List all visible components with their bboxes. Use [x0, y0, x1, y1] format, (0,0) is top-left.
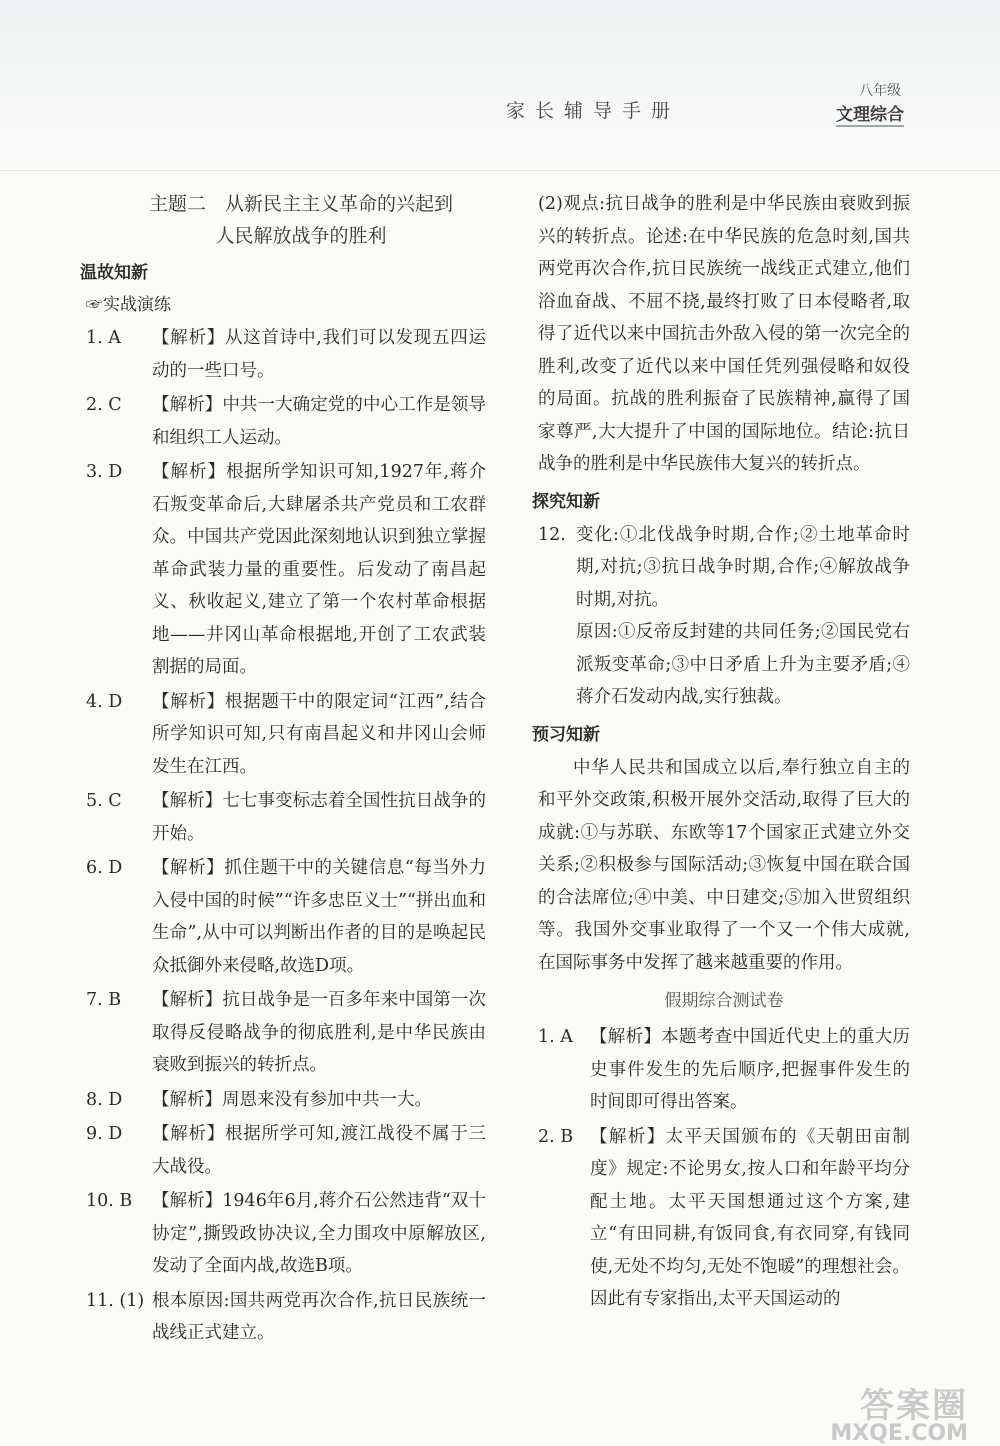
answer-text: 【解析】太平天国颁布的《天朝田亩制度》规定:不论男女,按人口和年龄平均分配土地。太平天国想通过这个方案,建立“有田同耕,有饭同食,有衣同穿,有钱同使,无处不均匀,无处不饱暖”的理想社会。因此有专家指出,太平天国运动的 [590, 1126, 910, 1309]
test-answer-item-1 [538, 1021, 910, 1119]
topic-title-line1: 主题二 从新民主主义革命的兴起到 [148, 193, 453, 215]
answer-item-6 [86, 852, 486, 982]
section-heading-review: 温故知新 [80, 263, 148, 283]
answer-number: 1. A [538, 1027, 573, 1047]
watermark-url: MXQE.COM [830, 1421, 968, 1446]
test-answer-item-2 [538, 1121, 910, 1316]
answer-item-5 [86, 785, 486, 850]
answer-12-reason: 原因:①反帝反封建的共同任务;②国民党右派叛变革命;③中日矛盾上升为主要矛盾;④蒋介石发动内战,实行独裁。 [576, 622, 910, 707]
answer-item-1 [86, 322, 486, 387]
answer-number: 3. D [86, 462, 123, 482]
right-column [532, 188, 910, 1318]
answer-number: 7. B [86, 990, 122, 1010]
topic-title-line2: 人民解放战争的胜利 [215, 225, 387, 247]
answer-item-12 [538, 519, 910, 714]
answer-item-9 [86, 1118, 486, 1183]
preview-paragraph: 中华人民共和国成立以后,奉行独立自主的和平外交政策,积极开展外交活动,取得了巨大的成就:①与苏联、东欧等17个国家正式建立外交关系;②积极参与国际活动;③恢复中国在联合国的合法席位;④中美、中日建交;⑤加入世贸组织等。我国外交事业取得了一个又一个伟大成就,在国际事务中发挥了越来越重要的作用。 [538, 757, 910, 973]
answer-item-4 [86, 686, 486, 784]
answer-12-body [576, 519, 910, 714]
watermark-text: 答案圈 [860, 1386, 968, 1426]
answer-11-part2: (2)观点:抗日战争的胜利是中华民族由衰败到振兴的转折点。论述:在中华民族的危急时刻,国共两党再次合作,抗日民族统一战线正式建立,他们浴血奋战、不屈不挠,最终打败了日本侵略者,取得了近代以来中国抗击外敌入侵的第一次完全的胜利,改变了近代以来中国任凭列强侵略和奴役的局面。抗战的胜利振奋了民族精神,赢得了国家尊严,大大提升了中国的国际地位。结论:抗日战争的胜利是中华民族伟大复兴的转折点。 [538, 194, 910, 474]
answer-item-10 [86, 1185, 486, 1283]
answer-text: 【解析】本题考查中国近代史上的重大历史事件发生的先后顺序,把握事件发生的时间即可得出答案。 [590, 1027, 910, 1112]
answer-text: 根本原因:国共两党再次合作,抗日民族统一战线正式建立。 [152, 1290, 486, 1343]
answer-text: 【解析】周恩来没有参加中共一大。 [152, 1089, 432, 1110]
answer-number: 10. B [86, 1191, 133, 1211]
answer-12-change: 变化:①北伐战争时期,合作;②土地革命时期,对抗;③抗日战争时期,合作;④解放战争时期,对抗。 [576, 524, 910, 610]
answer-item-7 [86, 984, 486, 1082]
answer-number: 4. D [86, 691, 123, 712]
section-heading-preview: 预习知新 [532, 724, 600, 745]
badge-subject: 文理综合 [836, 100, 904, 127]
answer-item-11 [86, 1285, 486, 1350]
answer-text: 【解析】抓住题干中的关键信息“每当外力入侵中国的时候”“许多忠臣义士”“拼出血和生命”,从中可以判断出作者的目的是唤起民众抵御外来侵略,故选D项。 [152, 858, 486, 976]
answer-number: 6. D [86, 858, 123, 878]
answer-item-2 [86, 389, 486, 454]
answer-number: 9. D [86, 1124, 123, 1144]
badge-grade: 八年级 [859, 83, 901, 99]
left-column [80, 188, 486, 1352]
answer-number: 1. A [86, 328, 121, 348]
subsection-practice: ☞实战演练 [86, 295, 171, 315]
answer-number: 2. C [86, 395, 122, 415]
answer-number: 2. B [538, 1126, 574, 1147]
answer-number: 5. C [86, 791, 122, 811]
running-header-title: 家长辅导手册 [506, 100, 681, 122]
answer-item-8 [86, 1084, 486, 1117]
answer-text: 【解析】根据题干中的限定词“江西”,结合所学知识可知,只有南昌起义和井冈山会师发生在江西。 [152, 691, 486, 777]
grade-subject-badge [820, 80, 920, 134]
answer-text: 【解析】根据所学知识可知,1927年,蒋介石叛变革命后,大肆屠杀共产党员和工农群众。中国共产党因此深刻地认识到独立掌握革命武装力量的重要性。后发动了南昌起义、秋收起义,建立了第一个农村革命根据地——井冈山革命根据地,开创了工农武装割据的局面。 [152, 462, 486, 677]
section-heading-explore: 探究知新 [532, 491, 600, 512]
answer-item-3 [86, 456, 486, 684]
answer-text: 【解析】七七事变标志着全国性抗日战争的开始。 [152, 791, 486, 844]
answer-text: 【解析】从这首诗中,我们可以发现五四运动的一些口号。 [152, 328, 486, 381]
answer-number: 8. D [86, 1089, 123, 1110]
answer-text: 【解析】抗日战争是一百多年来中国第一次取得反侵略战争的彻底胜利,是中华民族由衰败到振兴的转折点。 [152, 990, 486, 1075]
site-watermark [818, 1378, 968, 1446]
answer-text: 【解析】中共一大确定党的中心工作是领导和组织工人运动。 [152, 395, 486, 448]
answer-text: 【解析】根据所学可知,渡江战役不属于三大战役。 [152, 1124, 486, 1177]
answer-text: 【解析】1946年6月,蒋介石公然违背“双十协定”,撕毁政协决议,全力围攻中原解放区,发动了全面内战,故选B项。 [152, 1191, 486, 1276]
answer-number: 12. [538, 524, 566, 545]
answer-number: 11. (1) [86, 1290, 145, 1311]
test-paper-title: 假期综合测试卷 [664, 991, 784, 1011]
